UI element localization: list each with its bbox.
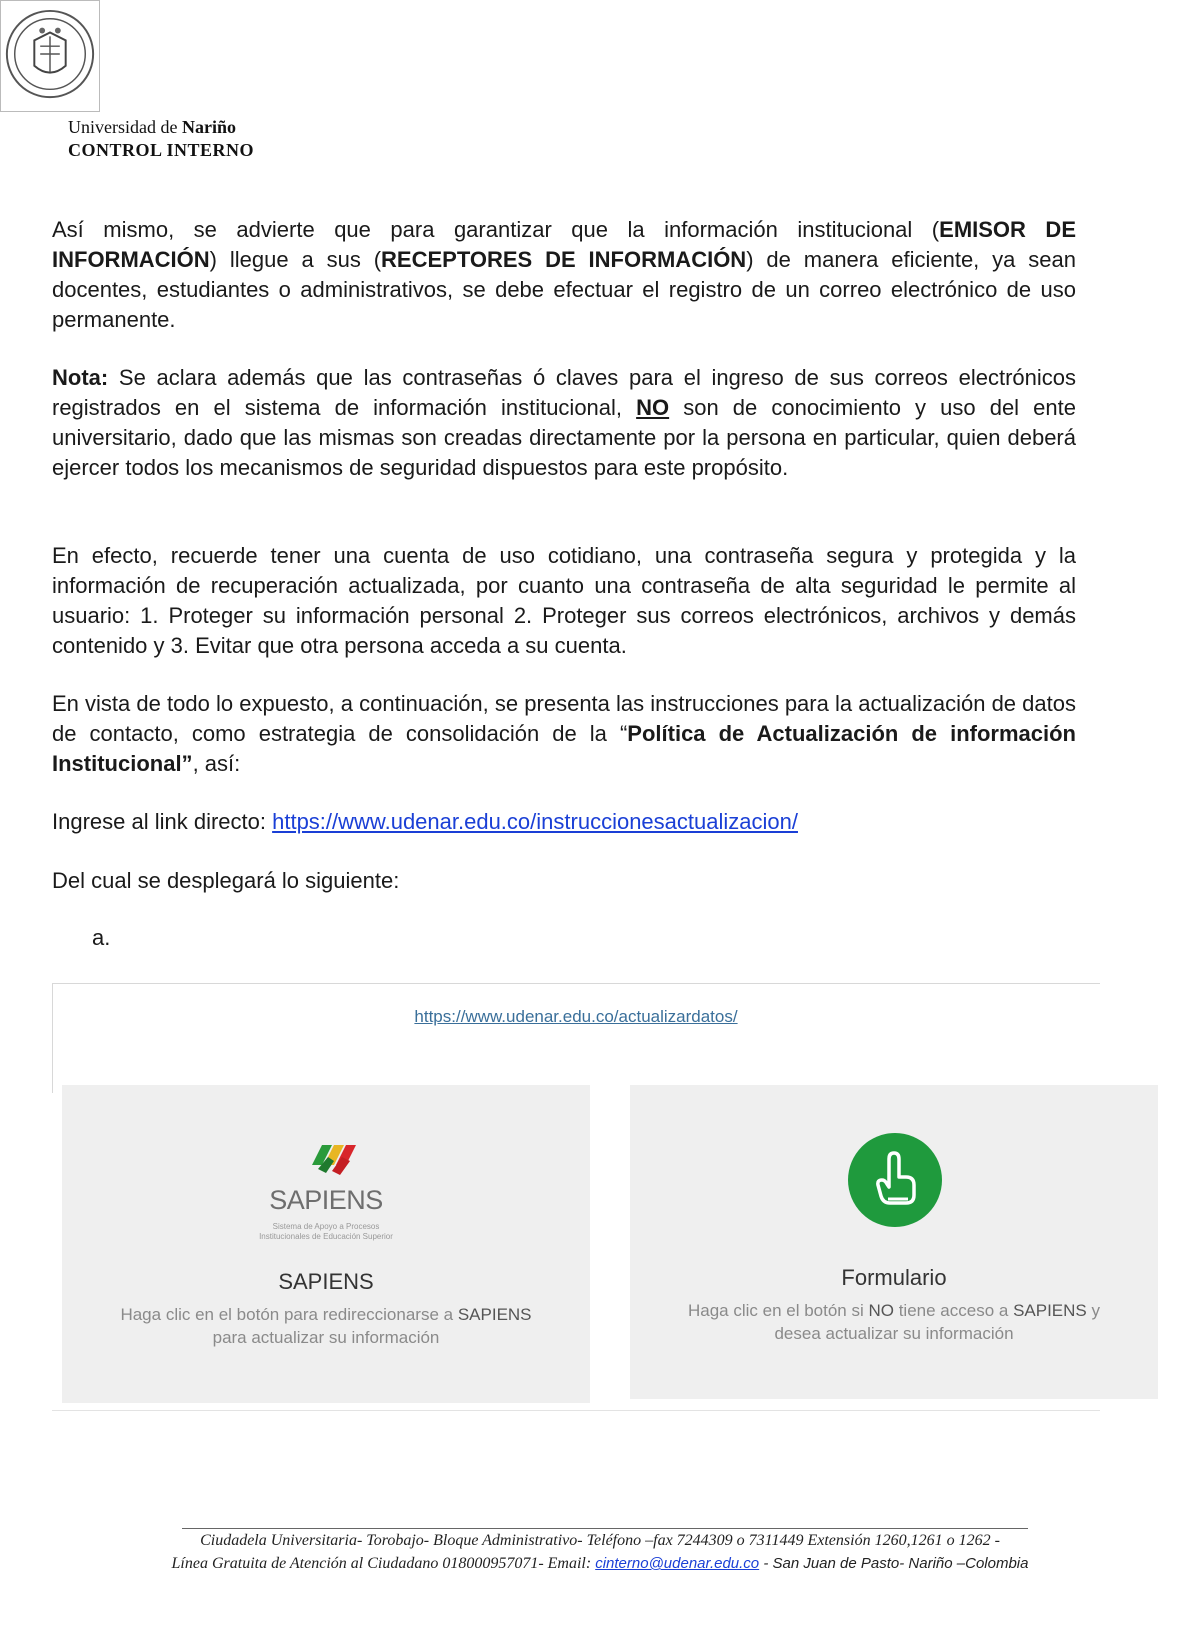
update-data-link[interactable]: https://www.udenar.edu.co/actualizardatos/ <box>414 1007 738 1026</box>
instructions-link[interactable]: https://www.udenar.edu.co/instruccionesactualizacion/ <box>272 809 798 834</box>
footer-divider <box>182 1528 1028 1529</box>
nota-label: Nota: <box>52 365 109 390</box>
paragraph-efecto: En efecto, recuerde tener una cuenta de uso cotidiano, una contraseña segura y protegida y la información de recuperación actualizada, por cuanto una contraseña de alta seguridad le permite al usuario: 1. Proteger su información personal 2. Proteger sus correos electrónicos, archivos y demás contenido y 3. Evitar que otra persona acceda a su cuenta. <box>52 543 1076 658</box>
sapiens-card-title: SAPIENS <box>278 1269 374 1294</box>
sapiens-logo-subtitle: Sistema de Apoyo a Procesos Institucionales de Educación Superior <box>259 1222 393 1241</box>
university-seal-icon <box>0 0 100 112</box>
paragraph-nota: Nota: Se aclara además que las contraseñas ó claves para el ingreso de sus correos electrónicos registrados en el sistema de información institucional, NO son de conocimiento y uso del ente universitario, dado que las mismas son creadas directamente por la persona en particular, quien deberá ejercer todos los mecanismos de seguridad dispuestos para este propósito. <box>52 365 1076 480</box>
sapiens-logo-name: SAPIENS <box>269 1185 383 1215</box>
divider <box>52 983 53 1093</box>
embedded-screenshot <box>52 983 1100 1413</box>
sapiens-logo-icon <box>272 1127 392 1237</box>
letterhead <box>68 116 254 162</box>
paragraph-vista: En vista de todo lo expuesto, a continuación, se presenta las instrucciones para la actualización de datos de contacto, como estrategia de consolidación de la “Política de Actualización de información Institucional”, así: <box>52 691 1076 776</box>
pointing-hand-icon[interactable] <box>848 1133 942 1227</box>
footer-email-link[interactable]: cinterno@udenar.edu.co <box>595 1555 760 1572</box>
list-marker: a. <box>92 925 111 950</box>
form-card-title: Formulario <box>841 1265 947 1290</box>
no-emphasis: NO <box>636 395 670 420</box>
footer-address: Ciudadela Universitaria- Torobajo- Bloque Administrativo- Teléfono –fax 7244309 o 7311449 Extensión 1260,1261 o 1262 - <box>200 1532 1000 1549</box>
paragraph-emisor: Así mismo, se advierte que para garantizar que la información institucional (EMISOR DE INFORMACIÓN) llegue a sus (RECEPTORES DE INFORMACIÓN) de manera eficiente, ya sean docentes, estudiantes o administrativos, se debe efectuar el registro de un correo electrónico de uso permanente. <box>52 217 1076 332</box>
footer-contact: Línea Gratuita de Atención al Ciudadano 018000957071- Email: cinterno@udenar.edu.co - San Juan de Pasto- Nariño –Colombia <box>171 1555 1029 1572</box>
divider <box>52 983 1100 984</box>
sapiens-card-description: Haga clic en el botón para redireccionarse a SAPIENS para actualizar su información <box>120 1305 532 1347</box>
form-card[interactable] <box>630 1085 1158 1399</box>
form-card-description: Haga clic en el botón si NO tiene acceso a SAPIENS y desea actualizar su información <box>687 1301 1100 1343</box>
office-name: CONTROL INTERNO <box>68 140 255 160</box>
link-line: Ingrese al link directo: https://www.udenar.edu.co/instruccionesactualizacion/ <box>52 809 798 834</box>
display-line: Del cual se desplegará lo siguiente: <box>52 868 400 893</box>
sapiens-card[interactable] <box>62 1085 590 1403</box>
university-name: Universidad de Nariño <box>68 117 236 137</box>
divider <box>52 1410 1100 1411</box>
